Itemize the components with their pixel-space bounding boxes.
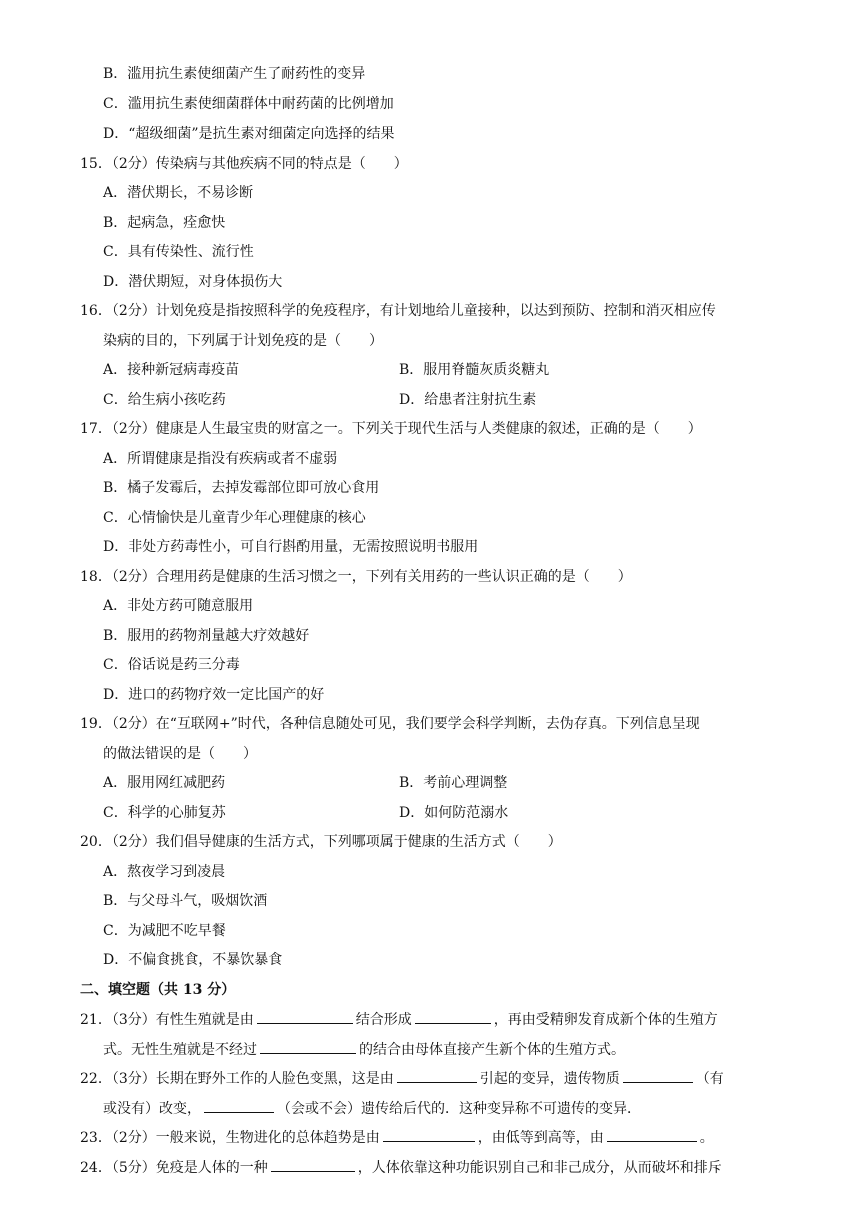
q23-text-3: 。 — [699, 1130, 714, 1146]
q22-line2 — [103, 1098, 641, 1118]
q17-option-d: D．非处方药毒性小，可自行斟酌用量，无需按照说明书服用 — [103, 539, 479, 555]
q14-option-b: B．滥用抗生素使细菌产生了耐药性的变异 — [103, 66, 366, 82]
q16-stem-line2: 染病的目的，下列属于计划免疫的是（ ） — [103, 333, 383, 349]
q23-text-1: 23．（2分）一般来说，生物进化的总体趋势是由 — [80, 1130, 380, 1146]
q20-option-d: D．不偏食挑食，不暴饮暴食 — [103, 952, 283, 968]
q15-option-d: D．潜伏期短，对身体损伤大 — [103, 274, 283, 290]
q21-text-5: 的结合由母体直接产生新个体的生殖方式。 — [359, 1042, 625, 1058]
q16-option-c: C．给生病小孩吃药 — [103, 392, 226, 408]
q24-text-2: ，人体依靠这种功能识别自己和非己成分，从而破坏和排斥 — [357, 1160, 722, 1176]
q23-blank-1[interactable] — [383, 1127, 475, 1142]
q15-option-c: C．具有传染性、流行性 — [103, 244, 254, 260]
q17-option-a: A．所谓健康是指没有疾病或者不虚弱 — [103, 451, 338, 467]
q16-option-b: B．服用脊髓灰质炎糖丸 — [399, 362, 550, 378]
q18-option-b: B．服用的药物剂量越大疗效越好 — [103, 628, 310, 644]
q22-blank-2[interactable] — [623, 1068, 693, 1083]
q22-text-3: （有 — [695, 1071, 724, 1087]
q16-stem-line1: 16．（2分）计划免疫是指按照科学的免疫程序，有计划地给儿童接种，以达到预防、控制和消灭相应传 — [80, 303, 716, 319]
q21-blank-3[interactable] — [260, 1039, 356, 1054]
q22-blank-1[interactable] — [397, 1068, 477, 1083]
q20-option-a: A．熬夜学习到凌晨 — [103, 864, 226, 880]
q20-option-b: B．与父母斗气，吸烟饮酒 — [103, 893, 268, 909]
q17-stem: 17．（2分）健康是人生最宝贵的财富之一。下列关于现代生活与人类健康的叙述，正确的是（ ） — [80, 421, 702, 437]
q22-line1 — [80, 1068, 724, 1088]
q19-option-d: D．如何防范溺水 — [399, 805, 509, 821]
q17-option-c: C．心情愉快是儿童青少年心理健康的核心 — [103, 510, 366, 526]
q18-option-a: A．非处方药可随意服用 — [103, 598, 254, 614]
q21-text-4: 式。无性生殖就是不经过 — [103, 1042, 257, 1058]
q14-option-d: D．“超级细菌”是抗生素对细菌定向选择的结果 — [103, 126, 395, 142]
q16-option-d: D．给患者注射抗生素 — [399, 392, 537, 408]
q19-option-b: B．考前心理调整 — [399, 775, 508, 791]
q21-text-3: ，再由受精卵发育成新个体的生殖方 — [493, 1012, 718, 1028]
q21-line2 — [103, 1039, 625, 1059]
q21-blank-1[interactable] — [257, 1009, 353, 1024]
q23-line1 — [80, 1127, 714, 1147]
q14-option-c: C．滥用抗生素使细菌群体中耐药菌的比例增加 — [103, 96, 394, 112]
q22-text-5: （会或不会）遗传给后代的．这种变异称不可遗传的变异． — [277, 1101, 641, 1117]
q19-option-c: C．科学的心肺复苏 — [103, 805, 226, 821]
q21-text-2: 结合形成 — [355, 1012, 412, 1028]
q15-option-a: A．潜伏期长，不易诊断 — [103, 185, 254, 201]
q23-text-2: ，由低等到高等，由 — [477, 1130, 604, 1146]
q18-option-c: C．俗话说是药三分毒 — [103, 657, 240, 673]
q20-option-c: C．为减肥不吃早餐 — [103, 923, 226, 939]
q19-stem-line1: 19．（2分）在“互联网+”时代，各种信息随处可见，我们要学会科学判断，去伪存真。下列信息呈现 — [80, 716, 700, 732]
q18-option-d: D．进口的药物疗效一定比国产的好 — [103, 687, 325, 703]
q15-option-b: B．起病急，痊愈快 — [103, 215, 226, 231]
q15-stem: 15．（2分）传染病与其他疾病不同的特点是（ ） — [80, 156, 408, 172]
q24-text-1: 24．（5分）免疫是人体的一种 — [80, 1160, 268, 1176]
q22-blank-3[interactable] — [204, 1098, 274, 1113]
section-heading-fill-in: 二、填空题（共 13 分） — [80, 982, 236, 998]
q22-text-4: 或没有）改变， — [103, 1101, 201, 1117]
q16-option-a: A．接种新冠病毒疫苗 — [103, 362, 240, 378]
q18-stem: 18．（2分）合理用药是健康的生活习惯之一，下列有关用药的一些认识正确的是（ ） — [80, 569, 632, 585]
q22-text-2: 引起的变异，遗传物质 — [479, 1071, 620, 1087]
q23-blank-2[interactable] — [607, 1127, 697, 1142]
q21-blank-2[interactable] — [415, 1009, 491, 1024]
q21-line1 — [80, 1009, 718, 1029]
q24-line1 — [80, 1157, 722, 1177]
q19-stem-line2: 的做法错误的是（ ） — [103, 746, 257, 762]
q19-option-a: A．服用网红减肥药 — [103, 775, 226, 791]
q21-text-1: 21．（3分）有性生殖就是由 — [80, 1012, 254, 1028]
q17-option-b: B．橘子发霉后，去掉发霉部位即可放心食用 — [103, 480, 380, 496]
q22-text-1: 22．（3分）长期在野外工作的人脸色变黑，这是由 — [80, 1071, 394, 1087]
q24-blank-1[interactable] — [271, 1157, 355, 1172]
q20-stem: 20．（2分）我们倡导健康的生活方式，下列哪项属于健康的生活方式（ ） — [80, 834, 562, 850]
